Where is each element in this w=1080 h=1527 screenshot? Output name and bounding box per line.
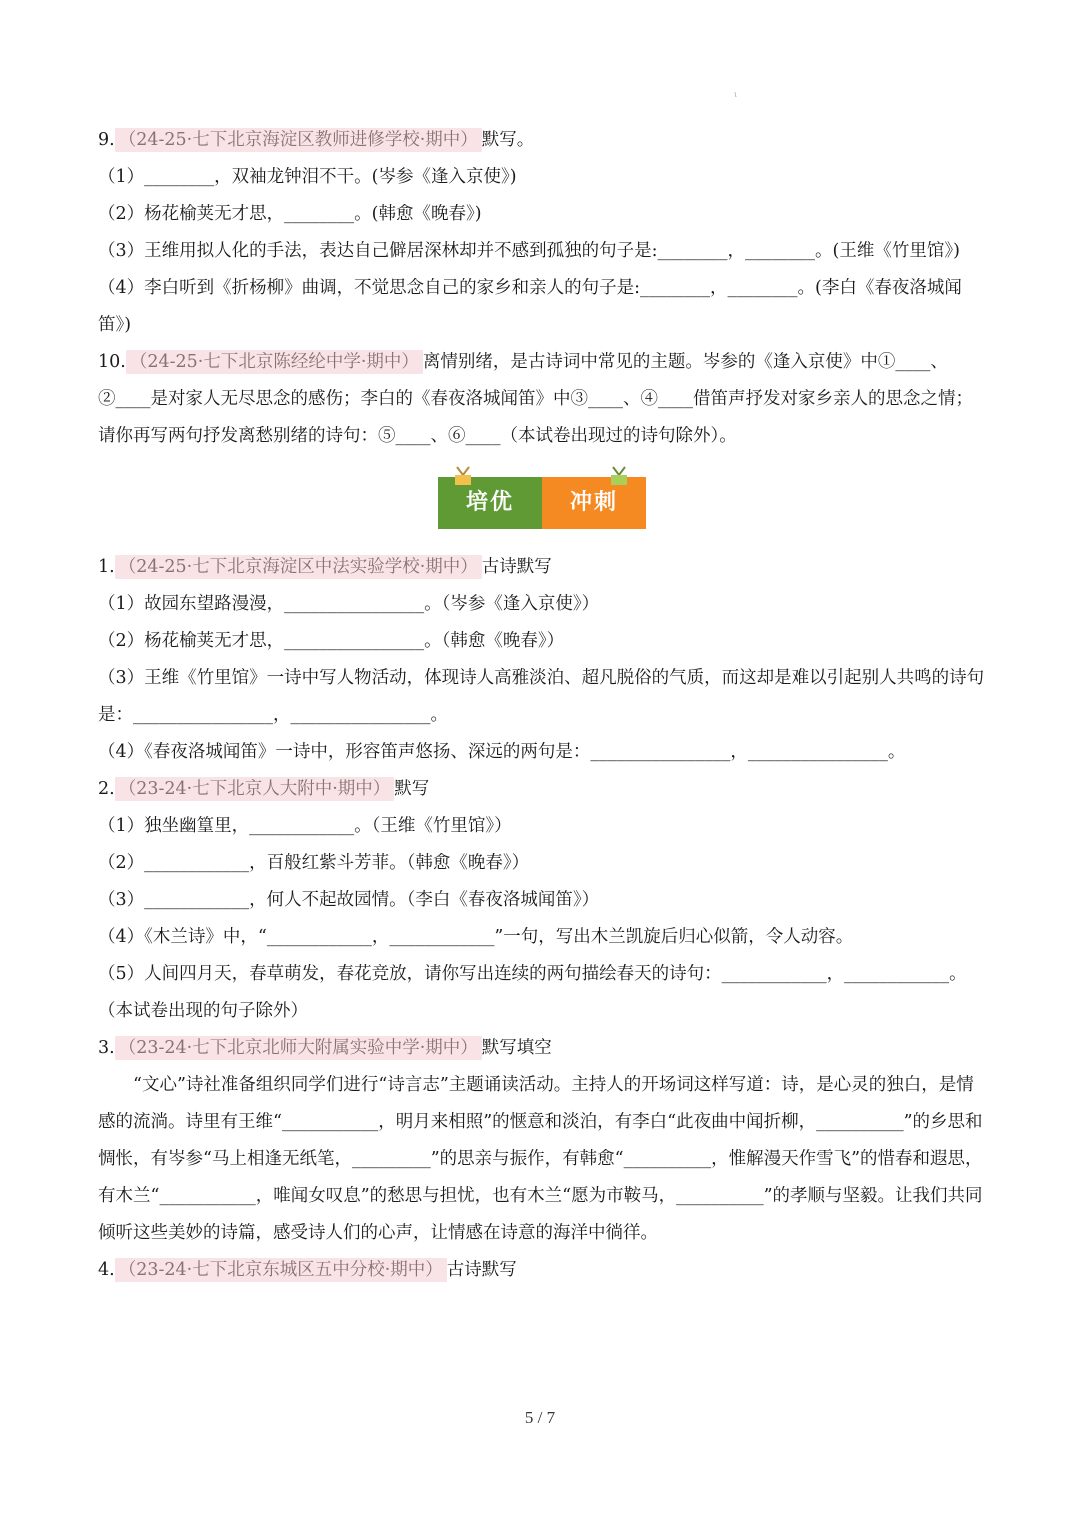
question-item: （2）杨花榆荚无才思，________。(韩愈《晚春》): [98, 204, 482, 224]
question-number: 9.: [98, 130, 115, 150]
source-tag: （23-24·七下北京北师大附属实验中学·期中）: [115, 1036, 482, 1060]
binder-clip-icon: [608, 465, 630, 487]
question-item: （1）独坐幽篁里，____________。（王维《竹里馆》）: [98, 816, 512, 836]
question-9-header: [98, 122, 986, 159]
question-item: （3）____________，何人不起故园情。（李白《春夜洛城闻笛》）: [98, 890, 600, 910]
question-number: 1.: [98, 557, 115, 577]
question-stem: 默写。: [481, 130, 535, 150]
source-tag: （24-25·七下北京海淀区中法实验学校·期中）: [115, 555, 482, 579]
page-number: 5 / 7: [524, 1408, 556, 1427]
question-item: （1）故园东望路漫漫，________________。（岑参《逢入京使》）: [98, 594, 600, 614]
question-item: （4）《木兰诗》中，“____________，____________”一句，写出木兰凯旋后归心似箭，令人动容。: [98, 927, 854, 947]
question-number: 2.: [98, 779, 115, 799]
question-item: （2）____________，百般红紫斗芳菲。（韩愈《晚春》）: [98, 853, 530, 873]
question-item: （1）________，双袖龙钟泪不干。(岑参《逢入京使》): [98, 167, 517, 187]
question-number: 3.: [98, 1038, 115, 1058]
question-number: 4.: [98, 1260, 115, 1280]
source-tag: （23-24·七下北京人大附中·期中）: [115, 777, 395, 801]
question-item: （2）杨花榆荚无才思，________________。（韩愈《晚春》）: [98, 631, 565, 651]
source-tag: （24-25·七下北京海淀区教师进修学校·期中）: [115, 128, 482, 152]
question-item: （4）李白听到《折杨柳》曲调，不觉思念自己的家乡和亲人的句子是:________，________。(李白《春夜洛城闻笛》): [98, 278, 962, 335]
question-10: [98, 344, 986, 455]
banner-right-label: 冲刺: [569, 490, 618, 515]
question-item: （3）王维《竹里馆》一诗中写人物活动，体现诗人高雅淡泊、超凡脱俗的气质，而这却是难以引起别人共鸣的诗句是：________________，________________。: [98, 668, 985, 725]
question-paragraph: “文心”诗社准备组织同学们进行“诗言志”主题诵读活动。主持人的开场词这样写道：诗，是心灵的独白，是情感的流淌。诗里有王维“___________，明月来相照”的惬意和淡泊，有李白“此夜曲中闻折柳，__________”的乡思和惆怅，有岑参“马上相逢无纸笔，_________”的思亲与振作，有韩愈“__________，惟解漫天作雪飞”的惜春和遐思，有木兰“___________，唯闻女叹息”的愁思与担忧，也有木兰“愿为市鞍马，__________”的孝顺与坚毅。让我们共同倾听这些美妙的诗篇，感受诗人们的心声，让情感在诗意的海洋中徜徉。: [98, 1075, 983, 1243]
practice-4-header: [98, 1252, 986, 1289]
question-item: （5）人间四月天，春草萌发，春花竞放，请你写出连续的两句描绘春天的诗句：____________，____________。（本试卷出现的句子除外）: [98, 964, 967, 1021]
practice-2-header: [98, 771, 986, 808]
question-stem: 默写填空: [481, 1038, 552, 1058]
question-text: 离情别绪，是古诗词中常见的主题。岑参的《逢入京使》中①____、②____是对家人无尽思念的感伤；李白的《春夜洛城闻笛》中③____、④____借笛声抒发对家乡亲人的思念之情；请你再写两句抒发离愁别绪的诗句：⑤____、⑥____（本试卷出现过的诗句除外）。: [98, 352, 973, 446]
question-stem: 古诗默写: [446, 1260, 517, 1280]
question-item: （3）王维用拟人化的手法，表达自己僻居深林却并不感到孤独的句子是:________，________。(王维《竹里馆》): [98, 241, 960, 261]
page-content: [98, 122, 986, 1289]
source-tag: （23-24·七下北京东城区五中分校·期中）: [115, 1258, 447, 1282]
question-stem: 默写: [394, 779, 430, 799]
section-banner: [438, 469, 646, 525]
question-stem: 古诗默写: [481, 557, 552, 577]
banner-left-label: 培优: [465, 490, 514, 515]
practice-1-header: [98, 549, 986, 586]
question-item: （4）《春夜洛城闻笛》一诗中，形容笛声悠扬、深远的两句是：________________，________________。: [98, 742, 906, 762]
binder-clip-icon: [452, 465, 474, 487]
source-tag: （24-25·七下北京陈经纶中学·期中）: [126, 350, 423, 374]
top-mark: ι: [734, 90, 738, 99]
question-number: 10.: [98, 352, 126, 372]
practice-3-header: [98, 1030, 986, 1067]
